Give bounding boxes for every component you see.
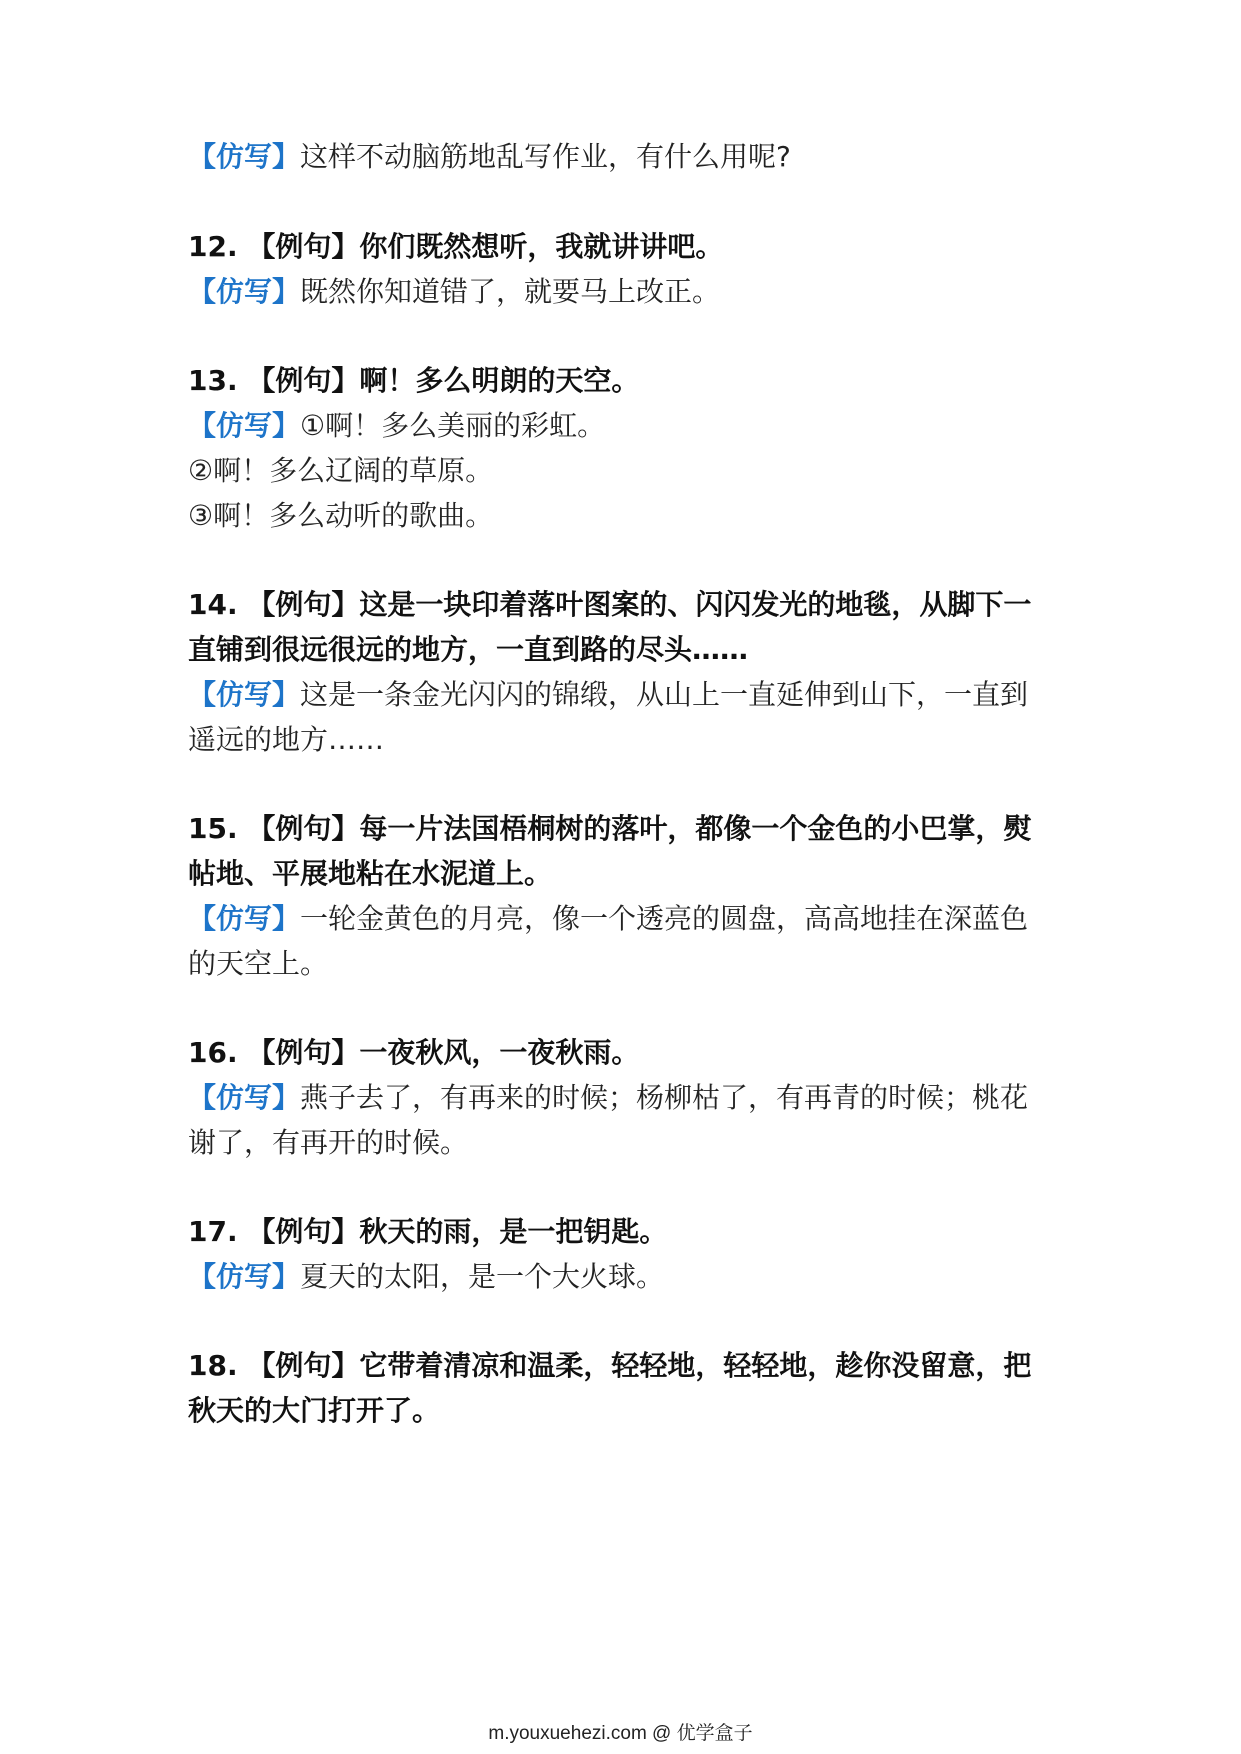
footer-watermark: m.youxuehezi.com @ 优学盒子 (488, 1723, 753, 1744)
item-number: 12. (188, 230, 238, 263)
imitation-tag: 【仿写】 (188, 1260, 301, 1293)
imitation-tag: 【仿写】 (188, 678, 301, 711)
example-tag: 【例句】 (247, 1215, 360, 1248)
imitation-line (188, 272, 1068, 312)
imitation-text: 夏天的太阳，是一个大火球。 (300, 1260, 665, 1293)
imitation-line (188, 675, 1068, 715)
example-line (188, 1346, 1068, 1386)
imitation-text: 遥远的地方…… (188, 723, 385, 756)
item-number: 14. (188, 588, 238, 621)
example-tag: 【例句】 (247, 230, 360, 263)
example-line (188, 361, 1068, 401)
imitation-tag: 【仿写】 (188, 409, 301, 442)
example-text: 直铺到很远很远的地方，一直到路的尽头…… (188, 633, 749, 666)
imitation-text: 这是一条金光闪闪的锦缎，从山上一直延伸到山下，一直到 (300, 678, 1029, 711)
imitation-text: 燕子去了，有再来的时候；杨柳枯了，有再青的时候；桃花 (300, 1081, 1029, 1114)
example-text: 一夜秋风，一夜秋雨。 (359, 1036, 640, 1069)
imitation-text: 一轮金黄色的月亮，像一个透亮的圆盘，高高地挂在深蓝色 (300, 902, 1029, 935)
imitation-tag: 【仿写】 (188, 902, 301, 935)
imitation-text: 谢了，有再开的时候。 (188, 1126, 469, 1159)
imitation-line (188, 1078, 1068, 1118)
imitation-text: ②啊！多么辽阔的草原。 (188, 454, 494, 487)
example-tag: 【例句】 (247, 588, 360, 621)
item-number: 13. (188, 364, 238, 397)
imitation-line (188, 899, 1068, 939)
example-line (188, 1033, 1068, 1073)
example-tag: 【例句】 (247, 364, 360, 397)
imitation-text: 这样不动脑筋地乱写作业，有什么用呢? (300, 140, 791, 173)
example-text: 它带着清凉和温柔，轻轻地，轻轻地，趁你没留意，把 (359, 1349, 1032, 1382)
example-line (188, 809, 1068, 849)
example-line (188, 1212, 1068, 1252)
example-text: 秋天的雨，是一把钥匙。 (359, 1215, 668, 1248)
item-number: 17. (188, 1215, 238, 1248)
item-number: 18. (188, 1349, 238, 1382)
imitation-text: ①啊！多么美丽的彩虹。 (300, 409, 606, 442)
example-tag: 【例句】 (247, 812, 360, 845)
example-tag: 【例句】 (247, 1349, 360, 1382)
imitation-line (188, 406, 1068, 446)
item-number: 16. (188, 1036, 238, 1069)
example-text: 帖地、平展地粘在水泥道上。 (188, 857, 553, 890)
example-text: 啊！多么明朗的天空。 (359, 364, 640, 397)
example-line (188, 585, 1068, 625)
imitation-line (188, 1257, 1068, 1297)
imitation-tag: 【仿写】 (188, 275, 301, 308)
example-text: 秋天的大门打开了。 (188, 1394, 441, 1427)
imitation-tag: 【仿写】 (188, 140, 301, 173)
item-number: 15. (188, 812, 238, 845)
example-line (188, 227, 1068, 267)
imitation-text: ③啊！多么动听的歌曲。 (188, 499, 494, 532)
example-text: 你们既然想听，我就讲讲吧。 (359, 230, 724, 263)
example-text: 每一片法国梧桐树的落叶，都像一个金色的小巴掌，熨 (359, 812, 1032, 845)
imitation-tag: 【仿写】 (188, 1081, 301, 1114)
imitation-text: 既然你知道错了，就要马上改正。 (300, 275, 721, 308)
example-text: 这是一块印着落叶图案的、闪闪发光的地毯，从脚下一 (359, 588, 1032, 621)
imitation-line (188, 137, 1068, 177)
example-tag: 【例句】 (247, 1036, 360, 1069)
imitation-text: 的天空上。 (188, 947, 329, 980)
